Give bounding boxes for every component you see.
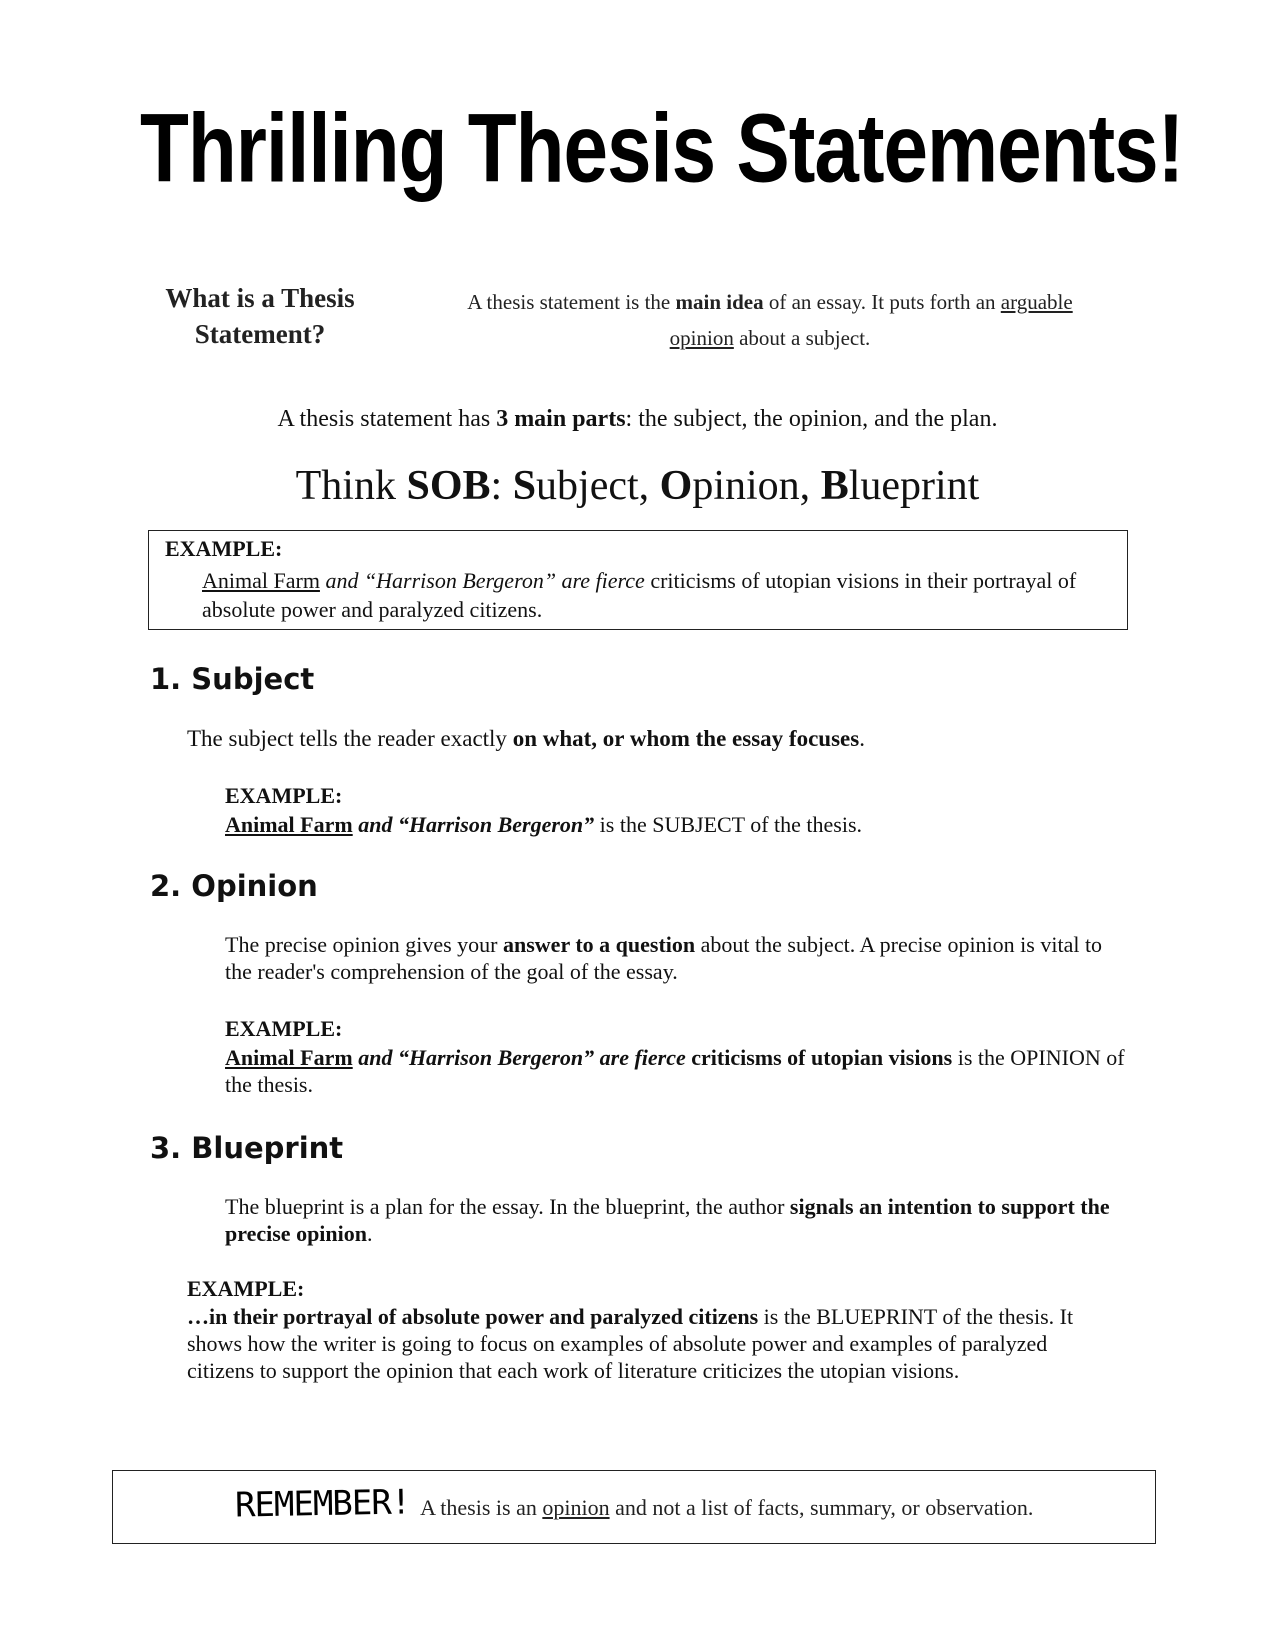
parts-bold: 3 main parts [496,406,626,432]
sob-s-rest: ubject, [536,463,660,509]
subject-example-text [225,811,1175,838]
parts-text-1: A thesis statement has [277,406,497,432]
example-title: Animal Farm [202,568,320,593]
thesis-definition [440,284,1100,356]
what-is-thesis-heading [140,280,380,352]
blueprint-ex-rest: is the BLUEPRINT of the thesis. It shows how the writer is going to focus on examples of absolute power and examples of paralyzed citizens to support the opinion that each work of literature criticizes the utopian visions. [187,1304,1074,1383]
blueprint-example-text [187,1303,1107,1384]
opinion-ex-rest: is the OPINION of the thesis. [225,1045,1125,1097]
example-rest: criticisms of utopian visions in their portrayal of absolute power and paralyzed citizens. [202,568,1077,622]
subject-ex-italic: and “Harrison Bergeron” [352,812,595,837]
remember-text-2: and not a list of facts, summary, or observation. [609,1495,1034,1520]
remember-note [112,1484,1156,1524]
blueprint-example-label: EXAMPLE: [187,1276,305,1301]
def-bold: main idea [675,290,764,314]
opinion-ex-italic: and “Harrison Bergeron” are fierce [352,1045,686,1070]
subject-example-label: EXAMPLE: [225,783,343,808]
sob-s-letter: S [512,463,537,509]
blueprint-description [225,1193,1125,1247]
sob-think: Think [295,463,407,509]
remember-underline: opinion [542,1495,610,1520]
three-parts-line [0,406,1275,433]
heading-line-1: What is a Thesis [165,283,355,313]
parts-text-2: : the subject, the opinion, and the plan. [625,406,998,432]
def-underline: arguable opinion [669,290,1073,350]
example-italic: and “Harrison Bergeron” are fierce [319,568,645,593]
opinion-ex-title: Animal Farm [225,1045,353,1070]
sob-b-rest: lueprint [848,463,980,509]
subject-ex-title: Animal Farm [225,812,353,837]
example-box-label: EXAMPLE: [165,536,283,561]
opinion-example-label: EXAMPLE: [225,1016,343,1041]
blueprint-heading: 3. Blueprint [150,1131,344,1165]
opinion-desc-1: The precise opinion gives your [225,932,503,957]
def-text-3: about a subject. [733,326,871,350]
opinion-heading: 2. Opinion [150,869,318,903]
sob-colon: : [490,463,513,509]
subject-heading: 1. Subject [150,662,315,696]
subject-ex-rest: is the SUBJECT of the thesis. [594,812,863,837]
subject-desc-bold: on what, or whom the essay focuses [512,726,860,751]
opinion-desc-bold: answer to a question [503,932,696,957]
opinion-ex-bold: criticisms of utopian visions [685,1045,953,1070]
def-text-1: A thesis statement is the [467,290,676,314]
blueprint-ex-bold: …in their portrayal of absolute power and paralyzed citizens [187,1304,759,1329]
subject-description [187,725,1187,752]
remember-text-1: A thesis is an [415,1495,543,1520]
sob-o-letter: O [659,463,693,509]
heading-line-2: Statement? [194,319,326,349]
blueprint-desc-1: The blueprint is a plan for the essay. In the blueprint, the author [225,1194,790,1219]
blueprint-desc-2: . [367,1221,373,1246]
sob-o-rest: pinion, [692,463,821,509]
opinion-description [225,931,1125,985]
blueprint-desc-bold: signals an intention to support the precise opinion [225,1194,1110,1246]
remember-word: REMEMBER! [234,1482,411,1526]
sob-acronym: SOB [406,463,491,509]
example-box-text [202,566,1102,624]
def-text-2: of an essay. It puts forth an [763,290,1001,314]
subject-desc-2: . [859,726,865,751]
opinion-desc-2: about the subject. A precise opinion is vital to the reader's comprehension of the goal of the essay. [225,932,1103,984]
sob-b-letter: B [820,463,849,509]
opinion-example-text [225,1044,1125,1098]
subject-desc-1: The subject tells the reader exactly [187,726,513,751]
sob-mnemonic [0,462,1275,510]
page-title: Thrilling Thesis Statements! [140,93,1184,203]
